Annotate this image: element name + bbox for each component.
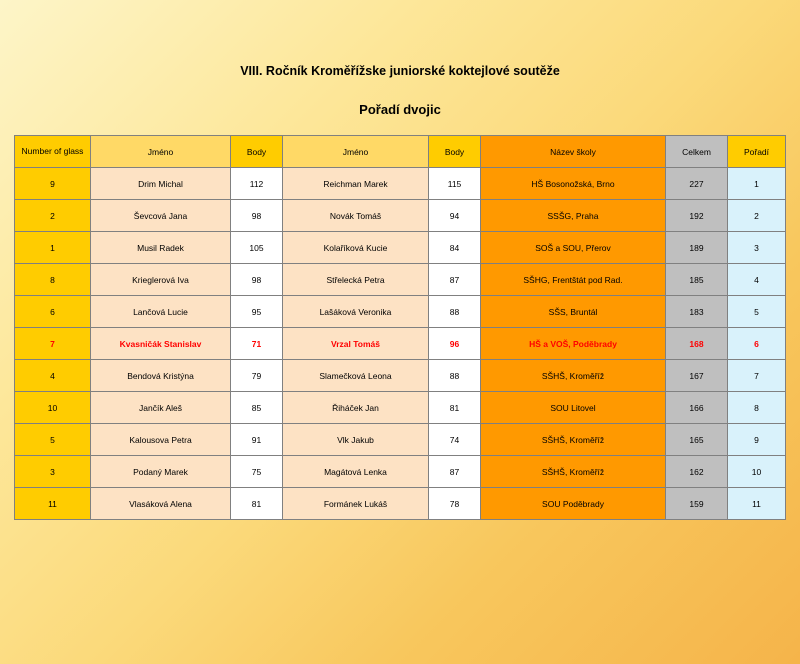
cell-body-1: 98 <box>231 264 283 296</box>
cell-name-1: Vlasáková Alena <box>91 488 231 520</box>
cell-body-2: 88 <box>429 360 481 392</box>
column-header-body-2: Body <box>429 136 481 168</box>
cell-body-2: 96 <box>429 328 481 360</box>
cell-body-1: 85 <box>231 392 283 424</box>
cell-school: SŠHG, Frentštát pod Rad. <box>481 264 666 296</box>
column-header-rank: Pořadí <box>728 136 786 168</box>
table-row <box>15 424 786 456</box>
column-header-total: Celkem <box>666 136 728 168</box>
cell-glass: 9 <box>15 168 91 200</box>
cell-name-1: Ševcová Jana <box>91 200 231 232</box>
table-row <box>15 328 786 360</box>
cell-name-1: Drim Michal <box>91 168 231 200</box>
cell-glass: 6 <box>15 296 91 328</box>
cell-body-2: 94 <box>429 200 481 232</box>
cell-rank: 7 <box>728 360 786 392</box>
cell-total: 168 <box>666 328 728 360</box>
cell-school: SŠS, Bruntál <box>481 296 666 328</box>
cell-school: HŠ a VOŠ, Poděbrady <box>481 328 666 360</box>
cell-body-2: 115 <box>429 168 481 200</box>
slide-page <box>0 64 800 664</box>
cell-body-1: 112 <box>231 168 283 200</box>
cell-rank: 1 <box>728 168 786 200</box>
cell-glass: 4 <box>15 360 91 392</box>
cell-rank: 3 <box>728 232 786 264</box>
cell-total: 189 <box>666 232 728 264</box>
cell-school: SŠHŠ, Kroměříž <box>481 424 666 456</box>
cell-rank: 4 <box>728 264 786 296</box>
cell-glass: 2 <box>15 200 91 232</box>
table-row <box>15 200 786 232</box>
cell-body-2: 78 <box>429 488 481 520</box>
cell-glass: 8 <box>15 264 91 296</box>
cell-school: SŠHŠ, Kroměříž <box>481 456 666 488</box>
cell-school: SOU Litovel <box>481 392 666 424</box>
table-row <box>15 392 786 424</box>
cell-school: SSŠG, Praha <box>481 200 666 232</box>
table-row <box>15 296 786 328</box>
cell-rank: 10 <box>728 456 786 488</box>
table-row <box>15 232 786 264</box>
cell-body-1: 75 <box>231 456 283 488</box>
cell-total: 227 <box>666 168 728 200</box>
cell-rank: 8 <box>728 392 786 424</box>
cell-rank: 5 <box>728 296 786 328</box>
cell-body-2: 81 <box>429 392 481 424</box>
cell-total: 159 <box>666 488 728 520</box>
table-header-row <box>15 136 786 168</box>
cell-glass: 7 <box>15 328 91 360</box>
cell-body-2: 84 <box>429 232 481 264</box>
cell-body-1: 71 <box>231 328 283 360</box>
table-row <box>15 360 786 392</box>
cell-name-1: Bendová Kristýna <box>91 360 231 392</box>
cell-body-1: 95 <box>231 296 283 328</box>
cell-body-1: 98 <box>231 200 283 232</box>
cell-total: 185 <box>666 264 728 296</box>
cell-glass: 5 <box>15 424 91 456</box>
cell-name-2: Řiháček Jan <box>283 392 429 424</box>
cell-school: SŠHŠ, Kroměříž <box>481 360 666 392</box>
table-row <box>15 456 786 488</box>
column-header-body-1: Body <box>231 136 283 168</box>
cell-name-2: Novák Tomáš <box>283 200 429 232</box>
cell-total: 166 <box>666 392 728 424</box>
cell-name-2: Kolaříková Kucie <box>283 232 429 264</box>
cell-name-2: Vrzal Tomáš <box>283 328 429 360</box>
cell-body-2: 88 <box>429 296 481 328</box>
cell-glass: 11 <box>15 488 91 520</box>
results-table <box>14 135 786 520</box>
cell-name-1: Kalousova Petra <box>91 424 231 456</box>
cell-name-1: Jančík Aleš <box>91 392 231 424</box>
cell-body-1: 91 <box>231 424 283 456</box>
cell-name-2: Střelecká Petra <box>283 264 429 296</box>
cell-total: 165 <box>666 424 728 456</box>
column-header-glass: Number of glass <box>15 136 91 168</box>
table-row <box>15 264 786 296</box>
cell-total: 162 <box>666 456 728 488</box>
cell-total: 167 <box>666 360 728 392</box>
cell-name-2: Magátová Lenka <box>283 456 429 488</box>
cell-name-2: Vlk Jakub <box>283 424 429 456</box>
column-header-name-1: Jméno <box>91 136 231 168</box>
cell-body-2: 74 <box>429 424 481 456</box>
cell-school: HŠ Bosonožská, Brno <box>481 168 666 200</box>
cell-total: 183 <box>666 296 728 328</box>
column-header-name-2: Jméno <box>283 136 429 168</box>
cell-name-2: Slamečková Leona <box>283 360 429 392</box>
cell-rank: 6 <box>728 328 786 360</box>
table-row <box>15 168 786 200</box>
cell-glass: 1 <box>15 232 91 264</box>
cell-body-1: 81 <box>231 488 283 520</box>
cell-school: SOŠ a SOU, Přerov <box>481 232 666 264</box>
cell-name-1: Kvasničák Stanislav <box>91 328 231 360</box>
cell-name-1: Lančová Lucie <box>91 296 231 328</box>
table-row <box>15 488 786 520</box>
page-subtitle: Pořadí dvojic <box>359 102 441 117</box>
cell-name-2: Formánek Lukáš <box>283 488 429 520</box>
cell-rank: 9 <box>728 424 786 456</box>
cell-body-1: 79 <box>231 360 283 392</box>
cell-school: SOU Poděbrady <box>481 488 666 520</box>
cell-body-2: 87 <box>429 264 481 296</box>
cell-name-1: Podaný Marek <box>91 456 231 488</box>
cell-glass: 10 <box>15 392 91 424</box>
cell-name-2: Lašáková Veronika <box>283 296 429 328</box>
cell-total: 192 <box>666 200 728 232</box>
cell-rank: 11 <box>728 488 786 520</box>
cell-name-1: Krieglerová Iva <box>91 264 231 296</box>
cell-body-1: 105 <box>231 232 283 264</box>
cell-name-1: Musil Radek <box>91 232 231 264</box>
cell-name-2: Reichman Marek <box>283 168 429 200</box>
column-header-school: Název školy <box>481 136 666 168</box>
cell-body-2: 87 <box>429 456 481 488</box>
page-title: VIII. Ročník Kroměřížske juniorské koktejlové soutěže <box>240 64 560 78</box>
cell-rank: 2 <box>728 200 786 232</box>
cell-glass: 3 <box>15 456 91 488</box>
